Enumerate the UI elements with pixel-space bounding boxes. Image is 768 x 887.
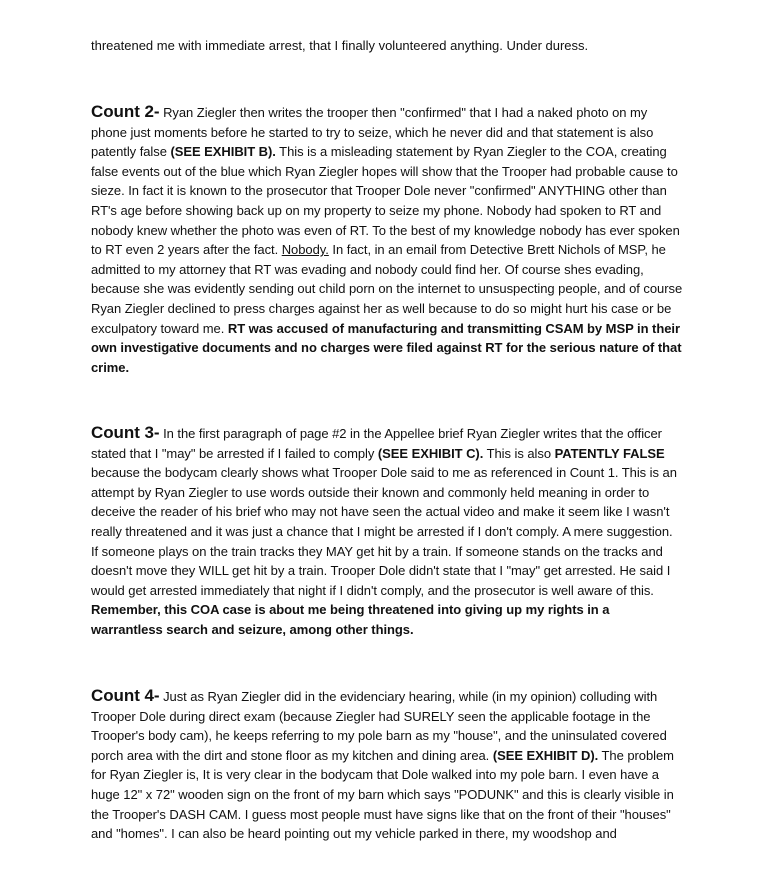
count-3-bold-statement: Remember, this COA case is about me being threatened into giving up my rights in a warrantless search and seizure, among other things. (91, 602, 610, 637)
count-2-paragraph (91, 102, 683, 377)
count-2-text-2: This is a misleading statement by Ryan Ziegler to the COA, creating false events out of the blue which Ryan Ziegler hopes will show that the Trooper had probable cause to sieze. In fact it is known to the prosecutor that Trooper Dole never "confirmed" ANYTHING other than RT's age before showing back up on my property to seize my phone. Nobody had spoken to RT and nobody knew whether the photo was even of RT. To the best of my knowledge nobody has ever spoken to RT even 2 years after the fact. (91, 144, 680, 258)
count-3-text-3: because the bodycam clearly shows what Trooper Dole said to me as referenced in Count 1. This is an attempt by Ryan Ziegler to use words outside their known and commonly held meaning in order to deceive the reader of his brief who may not have seen the actual video and make it seem like I wasn't really threatened and it was just a chance that I might be arrested if I don't comply. A mere suggestion. If someone plays on the train tracks they MAY get hit by a train. If someone stands on the tracks and doesn't move they WILL get hit by a train. Trooper Dole didn't state that I "may" get arrested. He said I would get arrested immediately that night if I didn't comply, and the prosecutor is well aware of this. (91, 465, 677, 598)
count-4-exhibit-ref: (SEE EXHIBIT D). (492, 747, 599, 763)
count-4-text-2: The problem for Ryan Ziegler is, It is very clear in the bodycam that Dole walked into my pole barn. I even have a huge 12" x 72" wooden sign on the front of my barn which says "PODUNK" and this is clearly visible in the Trooper's DASH CAM. I guess most people must have signs like that on the front of their "houses" and "homes". I can also be heard pointing out my vehicle parked in there, my woodshop and (91, 747, 674, 842)
count-3-section (91, 423, 683, 640)
count-3-paragraph (91, 423, 683, 640)
count-2-section (91, 102, 683, 377)
count-4-section (91, 686, 683, 844)
count-4-text-1: Just as Ryan Ziegler did in the evidenciary hearing, while (in my opinion) colluding with Trooper Dole during direct exam (because Ziegler had SURELY seen the applicable footage in the Trooper's body cam), he keeps referring to my pole barn as my "house", and the uninsulated covered porch area with the dirt and stone floor as my kitchen and dining area. (91, 689, 667, 763)
count-2-heading: Count 2- (91, 102, 160, 121)
count-3-patently-false: PATENTLY FALSE (554, 445, 665, 461)
count-3-heading: Count 3- (91, 423, 160, 442)
count-2-exhibit-ref: (SEE EXHIBIT B). (170, 144, 276, 160)
count-2-text-1: Ryan Ziegler then writes the trooper then "confirmed" that I had a naked photo on my phone just moments before he started to try to seize, which he never did and that statement is also patently false (91, 105, 654, 160)
intro-text: threatened me with immediate arrest, that I finally volunteered anything. Under duress. (91, 38, 589, 53)
count-2-text-3: In fact, in an email from Detective Brett Nichols of MSP, he admitted to my attorney that RT was evading and nobody could find her. Of course shes evading, because she was evidently sending out child porn on the internet to unsuspecting people, and of course Ryan Ziegler declined to press charges against her as well because to do so might hurt his case or be exculpatory toward me. (91, 242, 683, 336)
count-3-text-2: This is also (483, 445, 555, 461)
count-2-nobody: Nobody. (281, 242, 329, 258)
count-4-paragraph (91, 686, 683, 844)
count-4-heading: Count 4- (91, 686, 160, 705)
count-3-text-1: In the first paragraph of page #2 in the Appellee brief Ryan Ziegler writes that the officer stated that I "may" be arrested if I failed to comply (91, 426, 662, 461)
count-2-bold-statement: RT was accused of manufacturing and transmitting CSAM by MSP in their own investigative documents and no charges were filed against RT for the serious nature of that crime. (91, 320, 682, 375)
count-3-exhibit-ref: (SEE EXHIBIT C). (377, 445, 484, 461)
